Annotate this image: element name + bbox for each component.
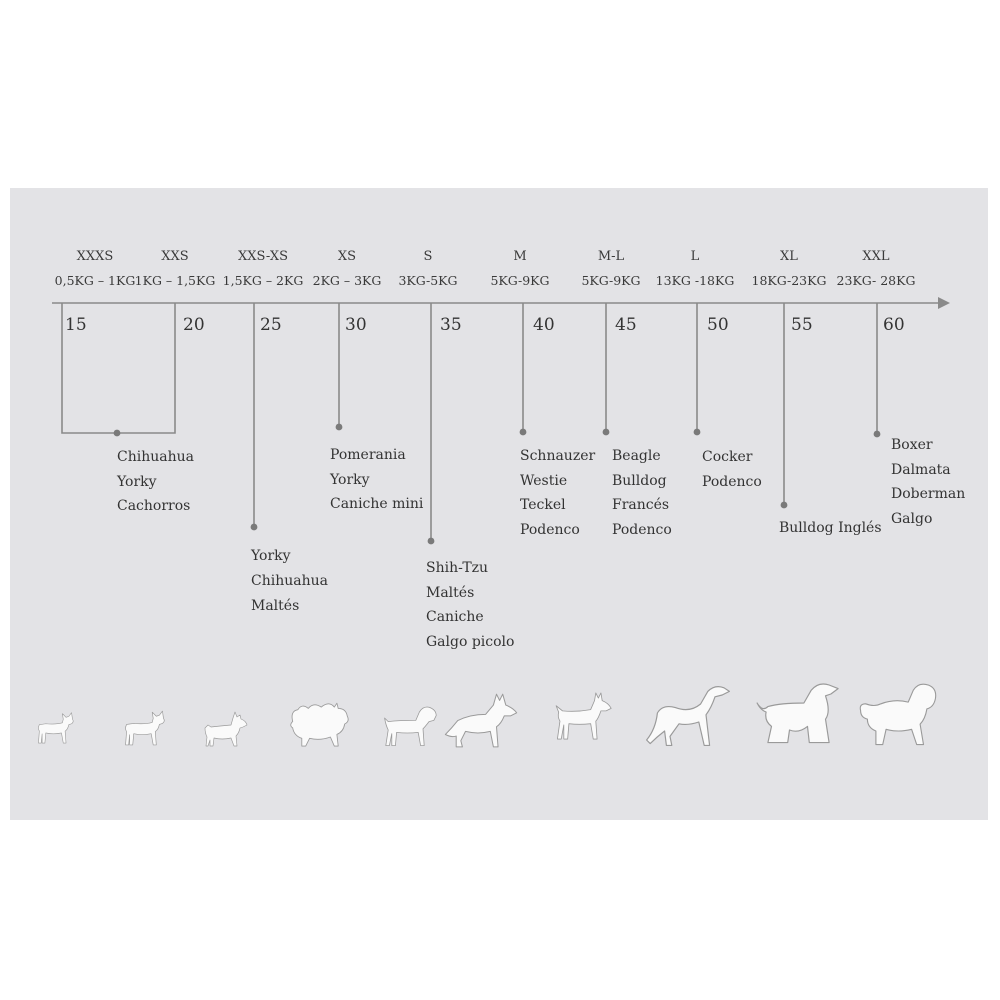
breed-name: Schnauzer	[520, 448, 596, 464]
breed-name: Caniche	[426, 609, 484, 625]
connector-dots	[114, 424, 881, 545]
pomeranian-icon	[291, 703, 348, 746]
breed-name: Bulldog	[612, 473, 667, 489]
breed-name: Bulldog Inglés	[779, 520, 882, 536]
german-shepherd-icon	[445, 694, 516, 747]
weight-labels-row	[55, 273, 916, 288]
breed-name: Westie	[520, 473, 568, 489]
scale-number-45: 45	[615, 315, 637, 335]
weight-label-xl: 18KG-23KG	[751, 273, 827, 288]
size-label-l: L	[690, 249, 700, 264]
size-label-s: S	[423, 249, 433, 264]
weight-label-xxl: 23KG- 28KG	[836, 273, 916, 288]
weight-label-s: 3KG-5KG	[398, 273, 458, 288]
weight-label-xxs-xs: 1,5KG – 2KG	[222, 273, 304, 288]
scale-number-50: 50	[707, 315, 729, 335]
breed-name: Pomerania	[330, 447, 406, 463]
scale-number-40: 40	[533, 315, 555, 335]
size-label-xxxs: XXXS	[76, 249, 114, 264]
scale-number-30: 30	[345, 315, 367, 335]
breed-name: Doberman	[891, 486, 966, 502]
connector-dot	[781, 502, 788, 509]
axis-arrowhead	[938, 297, 950, 309]
connector-dot	[520, 429, 527, 436]
chihuahua-icon	[38, 713, 73, 743]
breed-name: Galgo picolo	[426, 634, 515, 650]
afghan-hound-icon	[757, 684, 838, 743]
weight-label-xxxs: 0,5KG – 1KG	[54, 273, 136, 288]
doberman-icon	[556, 693, 611, 739]
weight-label-xxs: 1KG – 1,5KG	[134, 273, 216, 288]
scale-number-55: 55	[791, 315, 813, 335]
size-label-m-l: M-L	[597, 249, 625, 264]
breed-group-30	[329, 447, 424, 512]
breed-name: Yorky	[251, 548, 291, 564]
breed-name: Francés	[612, 497, 670, 513]
scale-numbers	[65, 315, 905, 335]
weight-label-l: 13KG -18KG	[655, 273, 735, 288]
breed-name: Galgo	[891, 511, 933, 527]
breed-name: Podenco	[520, 522, 580, 538]
breed-name: Chihuahua	[251, 573, 328, 589]
breed-name: Podenco	[702, 474, 762, 490]
scale-number-15: 15	[65, 315, 87, 335]
breed-name: Cocker	[702, 449, 753, 465]
breed-group-55	[779, 520, 882, 536]
connector-dot	[251, 524, 258, 531]
breed-group-45	[612, 448, 672, 538]
size-label-m: M	[513, 249, 527, 264]
breed-name: Shih-Tzu	[426, 560, 489, 576]
beagle-icon	[385, 707, 437, 746]
size-label-xxl: XXL	[862, 249, 890, 264]
size-label-xxs: XXS	[161, 249, 189, 264]
scale-number-20: 20	[183, 315, 205, 335]
breed-group-35	[426, 560, 514, 650]
weight-label-xs: 2KG – 3KG	[312, 273, 382, 288]
connector-dot	[336, 424, 343, 431]
size-label-xs: XS	[337, 249, 357, 264]
breed-group-40	[520, 448, 595, 538]
breed-group-15-20	[116, 449, 194, 514]
breed-name: Maltés	[426, 585, 475, 601]
breed-name: Dalmata	[891, 462, 951, 478]
breed-group-25	[250, 548, 328, 614]
breed-name: Boxer	[891, 437, 933, 453]
dog-silhouettes-row	[38, 684, 935, 747]
poodle-icon	[860, 684, 935, 744]
boston-terrier-icon	[126, 711, 165, 745]
scale-number-35: 35	[440, 315, 462, 335]
breed-group-50	[702, 449, 762, 490]
breed-group-60	[891, 437, 965, 527]
breed-name: Maltés	[251, 598, 300, 614]
connector-dot	[874, 431, 881, 438]
scale-number-25: 25	[260, 315, 282, 335]
scale-number-60: 60	[883, 315, 905, 335]
weight-label-m-l: 5KG-9KG	[581, 273, 641, 288]
breed-name: Yorky	[117, 474, 157, 490]
breed-name: Chihuahua	[117, 449, 194, 465]
connector-dot	[114, 430, 121, 437]
connector-dot	[694, 429, 701, 436]
connector-dot	[603, 429, 610, 436]
timeline-axis	[52, 297, 950, 309]
breed-name: Yorky	[330, 472, 370, 488]
size-label-xxs-xs: XXS-XS	[238, 249, 288, 264]
size-labels-row	[77, 249, 890, 264]
scottish-terrier-icon	[205, 712, 247, 746]
breed-name: Podenco	[612, 522, 672, 538]
greyhound-icon	[647, 687, 730, 746]
weight-label-m: 5KG-9KG	[490, 273, 550, 288]
breed-name: Beagle	[612, 448, 661, 464]
breed-name: Caniche mini	[330, 496, 424, 512]
connector-dot	[428, 538, 435, 545]
breed-name: Cachorros	[117, 498, 191, 514]
breed-name: Teckel	[520, 497, 566, 513]
size-label-xl: XL	[780, 249, 798, 264]
